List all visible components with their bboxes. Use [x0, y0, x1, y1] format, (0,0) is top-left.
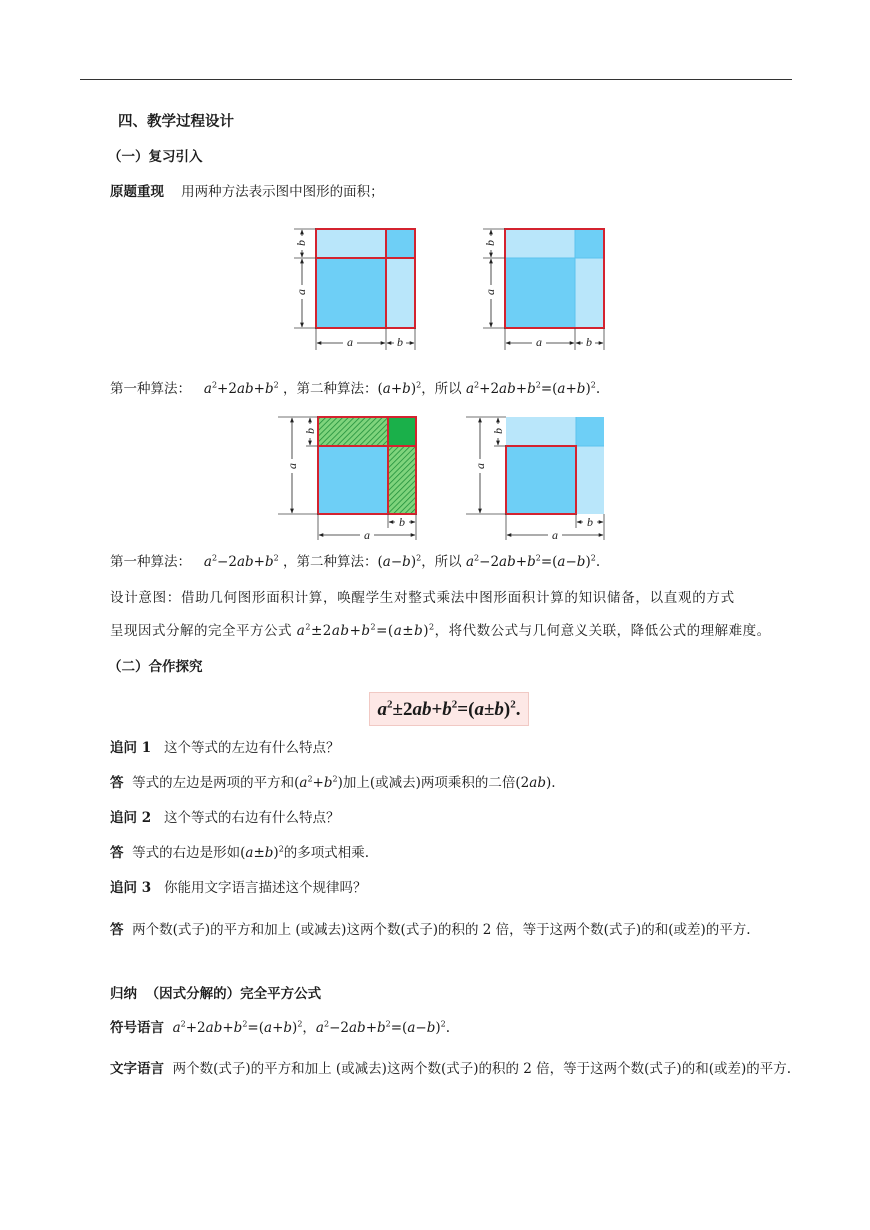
- label-b-vertical: b: [294, 240, 308, 246]
- answer-2: 答 等式的右边是形如$(a\pm b)^2$的多项式相乘.: [110, 844, 370, 861]
- question-1: 追问 1 这个等式的左边有什么特点？: [110, 740, 340, 756]
- subsection-review: （一）复习引入: [108, 149, 203, 165]
- method-line-plus: 第一种算法： $a^2+2ab+b^2$ ，第二种算法：$(a+b)^2$，所以 $a^2+2ab+b^2=(a+b)^2$.: [110, 380, 601, 397]
- intro-line: [110, 183, 384, 201]
- intro-label: 原题重现: [110, 184, 164, 200]
- square-figure-minus: [466, 417, 604, 542]
- label-a-vertical: a: [473, 463, 487, 469]
- subsection-explore: （二）合作探究: [108, 659, 203, 675]
- label-b-horizontal: b: [399, 515, 405, 529]
- label-b-vertical: b: [491, 428, 505, 434]
- word-language: 文字语言 两个数(式子)的平方和加上 (或减去)这两个数(式子)的积的 2 倍，等于这两个数(式子)的和(或差)的平方.: [110, 1061, 792, 1077]
- square-figure-left: [294, 229, 415, 350]
- answer-3: 答 两个数(式子)的平方和加上 (或减去)这两个数(式子)的积的 2 倍，等于这两个数(式子)的和(或差)的平方.: [110, 922, 751, 938]
- summary-title: 归纳 （因式分解的）完全平方公式: [110, 986, 322, 1002]
- label-a-horizontal: a: [347, 335, 353, 349]
- figure-row-1: [290, 222, 620, 354]
- label-b-horizontal: b: [587, 515, 593, 529]
- label-b-vertical: b: [483, 240, 497, 246]
- label-a-horizontal: a: [536, 335, 542, 349]
- figure-row-2: [276, 410, 616, 544]
- formula-box: $a^2\pm 2ab+b^2=(a\pm b)^2$.: [369, 692, 529, 726]
- label-b-horizontal: b: [397, 335, 403, 349]
- label-b-vertical: b: [303, 428, 317, 434]
- symbol-language: 符号语言 $a^2+2ab+b^2=(a+b)^2$，$a^2-2ab+b^2=(a-b)^2$.: [110, 1019, 451, 1036]
- label-a-horizontal: a: [552, 528, 558, 542]
- label-a-vertical: a: [483, 289, 497, 295]
- design-intent-line-2: 呈现因式分解的完全平方公式 $a^2\pm 2ab+b^2=(a\pm b)^2$，将代数公式与几何意义关联，降低公式的理解难度。: [110, 622, 771, 639]
- square-figure-hatched: [278, 417, 416, 542]
- intro-text: 用两种方法表示图中图形的面积；: [181, 184, 384, 200]
- question-3: 追问 3 你能用文字语言描述这个规律吗？: [110, 880, 367, 896]
- design-intent-line-1: 设计意图：借助几何图形面积计算，唤醒学生对整式乘法中图形面积计算的知识储备，以直观的方式: [110, 590, 735, 606]
- method-line-minus: 第一种算法： $a^2-2ab+b^2$ ，第二种算法：$(a-b)^2$，所以 $a^2-2ab+b^2=(a-b)^2$.: [110, 553, 601, 570]
- square-figure-right: [483, 229, 604, 350]
- section-heading: 四、教学过程设计: [118, 113, 234, 130]
- question-2: 追问 2 这个等式的右边有什么特点？: [110, 810, 340, 826]
- label-a-horizontal: a: [364, 528, 370, 542]
- answer-1: 答 等式的左边是两项的平方和$(a^2+b^2)$加上(或减去)两项乘积的二倍(2ab).: [110, 774, 556, 791]
- label-a-vertical: a: [294, 289, 308, 295]
- label-a-vertical: a: [285, 463, 299, 469]
- label-b-horizontal: b: [586, 335, 592, 349]
- header-rule: [80, 79, 792, 80]
